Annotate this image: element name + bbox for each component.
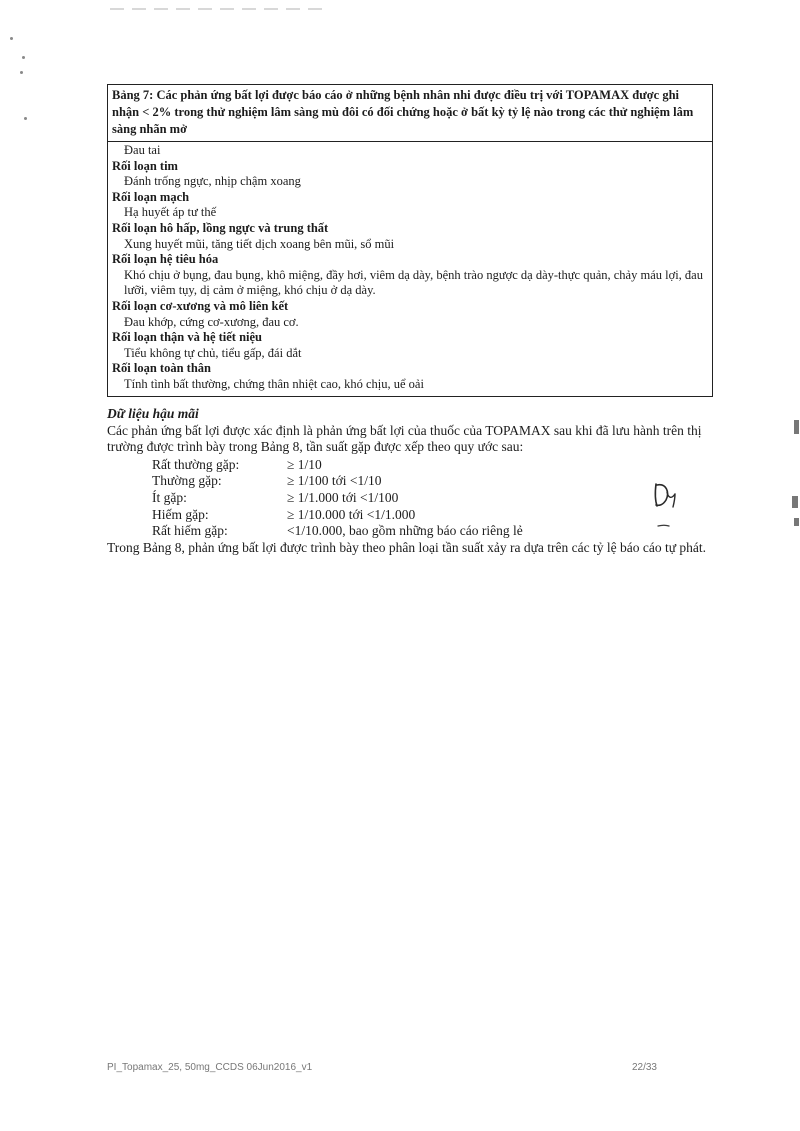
table-section-title: Rối loạn tim [112,158,178,173]
table-row-text: Hạ huyết áp tư thế [124,205,217,220]
table-row-text: Đánh trống ngực, nhịp chậm xoang [124,174,301,189]
frequency-value: ≥ 1/100 tới <1/10 [287,473,382,489]
scan-top-line [110,8,330,10]
list-item [152,473,707,490]
post-marketing-section [107,406,707,556]
list-item [152,457,707,474]
frequency-list [152,457,707,540]
table-row-text: Đau khớp, cứng cơ-xương, đau cơ. [124,314,299,329]
section-closing: Trong Bảng 8, phản ứng bất lợi được trình bày theo phân loại tần suất xảy ra dựa trên các tỷ lệ báo cáo tự phát. [107,539,707,555]
frequency-value: ≥ 1/10.000 tới <1/1.000 [287,506,416,522]
frequency-value: ≥ 1/1.000 tới <1/100 [287,489,399,505]
section-intro: Các phản ứng bất lợi được xác định là phản ứng bất lợi của thuốc của TOPAMAX sau khi đã lưu hành trên thị trường được trình bày trong Bảng 8, tần suất gặp được xếp theo quy ước sau: [107,422,702,455]
scan-speck [10,37,13,40]
table-title: Bảng 7: Các phản ứng bất lợi được báo cáo ở những bệnh nhân nhi được điều trị với TOPAMAX được ghi nhận < 2% trong thử nghiệm lâm sàng mù đôi có đối chứng hoặc ở bất kỳ tỷ lệ nào trong các thử nghiệm lâm sàng nhãn mở [108,85,712,142]
section-heading: Dữ liệu hậu mãi [107,406,199,421]
footer-page-number: 22/33 [631,1062,657,1073]
footer-document-id: PI_Topamax_25, 50mg_CCDS 06Jun2016_v1 [107,1062,313,1073]
scan-edge-mark [794,420,799,434]
table-row-text: Đau tai [124,143,161,157]
adverse-reactions-table [107,84,713,397]
scan-speck [24,117,27,120]
table-section-title: Rối loạn thận và hệ tiết niệu [112,330,263,345]
table-section-title: Rối loạn cơ-xương và mô liên kết [112,298,289,313]
scan-speck [20,71,23,74]
list-item [152,507,707,524]
table-row-text: Khó chịu ở bụng, đau bụng, khô miệng, đầy hơi, viêm dạ dày, bệnh trào ngược dạ dày-thực quản, chảy máu lợi, đau lưỡi, viêm tụy, dị cảm ở miệng, khó chịu ở dạ dày. [124,267,703,298]
scan-edge-mark [794,518,799,526]
table-section-title: Rối loạn hô hấp, lồng ngực và trung thất [112,220,329,235]
frequency-label: Hiếm gặp: [152,506,209,522]
frequency-label: Ít gặp: [152,489,187,505]
table-section-title: Rối loạn mạch [112,189,190,204]
scan-edge-mark [792,496,798,508]
frequency-value: <1/10.000, bao gồm những báo cáo riêng lẻ [287,523,523,539]
scan-speck [22,56,25,59]
list-item [152,490,707,507]
table-row-text: Tiểu không tự chủ, tiểu gấp, đái dắt [124,345,302,360]
table-section-title: Rối loạn toàn thân [112,361,211,376]
list-item [152,523,707,540]
table-section-title: Rối loạn hệ tiêu hóa [112,252,219,267]
table-body [108,142,712,396]
handwritten-initials-mark [650,480,690,535]
frequency-label: Thường gặp: [152,473,222,489]
frequency-label: Rất hiếm gặp: [152,523,228,539]
table-row-text: Xung huyết mũi, tăng tiết dịch xoang bên mũi, sổ mũi [124,236,395,251]
frequency-label: Rất thường gặp: [152,456,240,472]
table-row-text: Tính tình bất thường, chứng thân nhiệt cao, khó chịu, uể oải [124,376,424,391]
frequency-value: ≥ 1/10 [287,456,322,472]
